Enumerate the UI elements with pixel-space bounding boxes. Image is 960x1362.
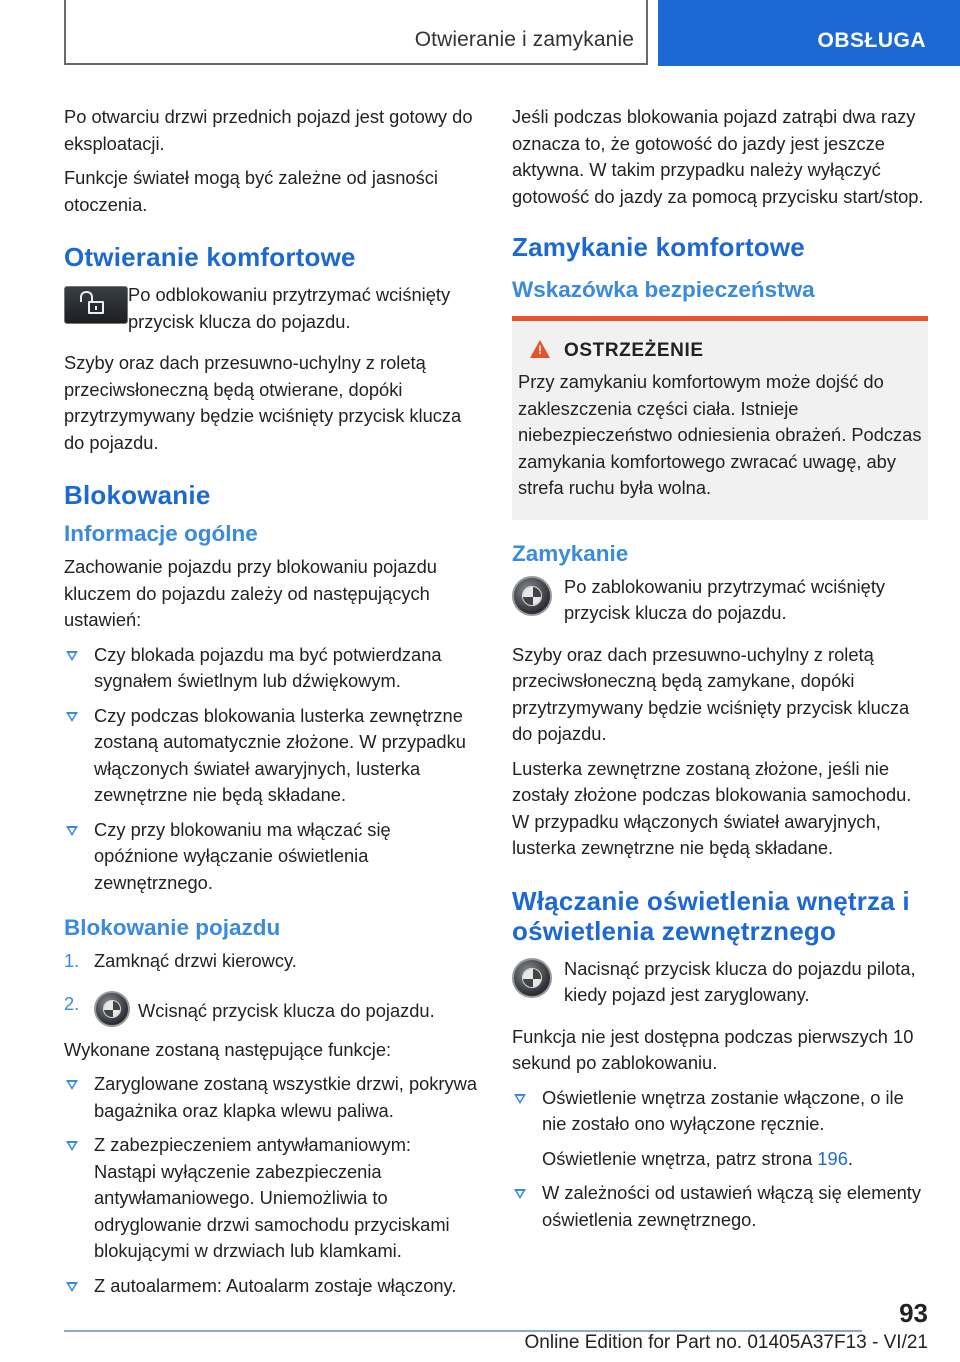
heading-locking: Blokowanie (64, 480, 211, 510)
paragraph: Lusterka zewnętrzne zostaną złożone, jeśli nie zostały złożone podczas blokowania samochodu. W przypadku włączonych świateł awaryjnych, lusterka zewnętrzne nie będą składane. (512, 757, 912, 858)
heading-vehicle-locking: Blokowanie pojazdu (64, 915, 281, 940)
footer-edition: Online Edition for Part no. 01405A37F13 - VI/21 (524, 1332, 928, 1353)
bullet-triangle-icon (66, 651, 78, 661)
header-divider-left (64, 0, 66, 64)
list-item: Zaryglowane zostaną wszystkie drzwi, pokrywa bagażnika oraz klapka wlewu paliwa. (64, 1071, 478, 1124)
bullet-triangle-icon (66, 1282, 78, 1292)
instruction-text: Nacisnąć przycisk klucza do pojazdu pilota, kiedy pojazd jest zaryglowany. (564, 957, 916, 1005)
paragraph: Jeśli podczas blokowania pojazd zatrąbi dwa razy oznacza to, że gotowość do jazdy jest jeszcze aktywna. W takim przypadku należy wyłączyć gotowość do jazdy za pomocą przycisku start/stop. (512, 106, 924, 207)
comfort-opening-instruction (64, 282, 478, 342)
header-underline (64, 63, 648, 65)
warning-title: ! OSTRZEŻENIE (518, 337, 922, 365)
warning-triangle-icon (530, 340, 550, 358)
heading-lighting: Włączanie oświetlenia wnętrza i oświetlenia zewnętrznego (512, 885, 910, 946)
unlock-button-icon (64, 286, 128, 324)
heading-general-info: Informacje ogólne (64, 521, 258, 546)
page-link[interactable]: 196 (817, 1147, 848, 1169)
list-item: Czy blokada pojazdu ma być potwierdzana sygnałem świetlnym lub dźwiękowym. (64, 642, 478, 695)
bmw-key-icon (512, 958, 552, 998)
heading-closing: Zamykanie (512, 540, 629, 566)
chapter-tab[interactable] (658, 0, 960, 66)
bullet-triangle-icon (66, 1080, 78, 1090)
lighting-list (512, 1085, 928, 1234)
bullet-triangle-icon (66, 826, 78, 836)
list-item: Czy podczas blokowania lusterka zewnętrzne zostaną automatycznie złożone. W przypadku włączonych świateł awaryjnych, lusterka zewnętrzne nie będą składane. (64, 703, 478, 809)
list-item: W zależności od ustawień włączą się elementy oświetlenia zewnętrznego. (512, 1180, 928, 1233)
header-divider-right (646, 0, 648, 64)
list-item: Z zabezpieczeniem antywłamaniowym: Nastąpi wyłączenie zabezpieczenia antywłamaniowego. Uniemożliwia to odryglowanie drzwi samochodu przyciskami blokującymi w drzwiach lub klamkami. (64, 1132, 478, 1265)
steps-list (64, 948, 478, 1027)
section-title: Otwieranie i zamykanie (414, 28, 634, 51)
bullet-triangle-icon (514, 1094, 526, 1104)
list-item: Oświetlenie wnętrza zostanie włączone, o ile nie zostało ono wyłączone ręcznie. Oświetlenie wnętrza, patrz strona 196. (512, 1085, 928, 1173)
instruction-text: Po odblokowaniu przytrzymać wciśnięty przycisk klucza do pojazdu. (128, 284, 451, 332)
paragraph: Po otwarciu drzwi przednich pojazd jest gotowy do eksploatacji. (64, 106, 473, 154)
heading-comfort-closing: Zamykanie komfortowe (512, 232, 805, 262)
step-item: 2. Wcisnąć przycisk klucza do pojazdu. (64, 991, 478, 1027)
paragraph: Zachowanie pojazdu przy blokowaniu pojazdu kluczem do pojazdu zależy od następujących ustawień: (64, 556, 437, 630)
bullet-triangle-icon (66, 712, 78, 722)
paragraph: Funkcja nie jest dostępna podczas pierwszych 10 sekund po zablokowaniu. (512, 1025, 914, 1073)
warning-box (512, 316, 928, 520)
lighting-instruction (512, 956, 928, 1016)
bullet-triangle-icon (66, 1141, 78, 1151)
list-item: Czy przy blokowaniu ma włączać się opóźnione wyłączanie oświetlenia zewnętrznego. (64, 817, 478, 897)
instruction-text: Po zablokowaniu przytrzymać wciśnięty przycisk klucza do pojazdu. (564, 575, 886, 623)
list-item: Z autoalarmem: Autoalarm zostaje włączony. (64, 1273, 478, 1300)
paragraph: Wykonane zostaną następujące funkcje: (64, 1038, 392, 1060)
heading-comfort-opening: Otwieranie komfortowe (64, 242, 356, 272)
cross-reference: Oświetlenie wnętrza, patrz strona 196. (542, 1147, 853, 1169)
closing-instruction (512, 574, 928, 634)
left-column (64, 104, 478, 1307)
bmw-key-icon (512, 576, 552, 616)
step-item: 1. Zamknąć drzwi kierowcy. (64, 950, 297, 971)
bullet-triangle-icon (514, 1189, 526, 1199)
bmw-key-icon (94, 991, 130, 1027)
paragraph: Szyby oraz dach przesuwno-uchylny z roletą przeciwsłoneczną będą otwierane, dopóki przytrzymywany będzie wciśnięty przycisk klucza do pojazdu. (64, 352, 462, 453)
heading-safety-note: Wskazówka bezpieczeństwa (512, 277, 815, 302)
paragraph: Szyby oraz dach przesuwno-uchylny z roletą przeciwsłoneczną będą zamykane, dopóki przytrzymywany będzie wciśnięty przycisk klucza do pojazdu. (512, 643, 910, 744)
chapter-tab-label: OBSŁUGA (817, 29, 926, 52)
right-column (512, 104, 928, 1241)
warning-text: Przy zamykaniu komfortowym może dojść do zakleszczenia części ciała. Istnieje niebezpieczeństwo odniesienia obrażeń. Podczas zamykania komfortowego zwracać uwagę, aby strefa ruchu była wolna. (518, 371, 922, 498)
settings-list (64, 642, 478, 897)
paragraph: Funkcje świateł mogą być zależne od jasności otoczenia. (64, 167, 438, 215)
functions-list (64, 1071, 478, 1299)
page-number: 93 (899, 1298, 928, 1328)
